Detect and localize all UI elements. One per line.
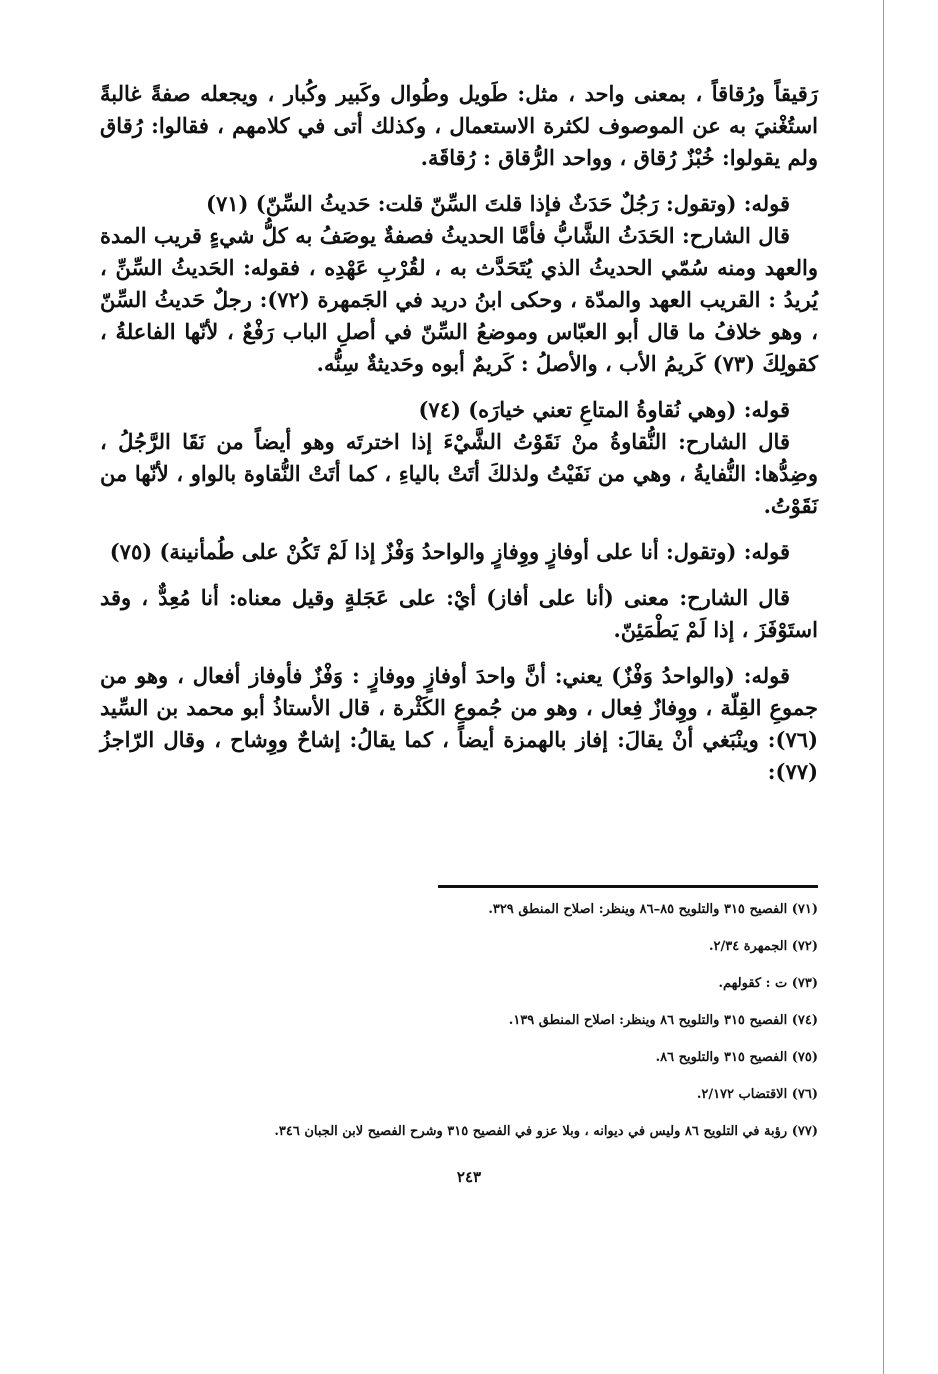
footnote-73: (٧٣) ت : كقولهم. bbox=[718, 976, 818, 991]
paragraph-8: قوله: (والواحدُ وَفْزٌ) يعني: أنَّ واحدَ أوفازٍ ووفازٍ : وَفْزٌ فأوفاز أفعال ، وهو من جموعِ القِلّة ، ووِفازٌ فِعال ، وهو من جُموعِ الكَثْرة ، قال الأستاذُ أبو محمد بن السِّيد (٧٦): وينْبَغي أنْ يقالَ: إفاز بالهمزة أيضاً ، كما يقالُ: إشاحٌ ووِشاح ، وقال الرّاجزُ (٧٧): bbox=[100, 663, 818, 784]
main-text bbox=[100, 78, 818, 788]
footnote-74: (٧٤) الفصيح ٣١٥ والتلويح ٨٦ وينظر: اصلاح المنطق ١٣٩. bbox=[508, 1013, 818, 1028]
footnote-77: (٧٧) رؤبة في التلويح ٨٦ وليس في ديوانه ، وبلا عزو في الفصيح ٣١٥ وشرح الفصيح لابن الجبان ٣٤٦. bbox=[274, 1124, 818, 1139]
footnotes bbox=[100, 900, 818, 1159]
footnote-divider bbox=[438, 885, 818, 888]
footnote-71: (٧١) الفصيح ٣١٥ والتلويح ٨٥–٨٦ وينظر: اصلاح المنطق ٣٢٩. bbox=[488, 902, 818, 917]
footnote-75: (٧٥) الفصيح ٣١٥ والتلويح ٨٦. bbox=[655, 1050, 818, 1065]
paragraph-1: رَقيقاً ورُقاقاً ، بمعنى واحد ، مثل: طَويل وطُوال وكَبير وكُبار ، ويجعله صفةً غالبةً استُغْنيَ به عن الموصوف لكثرة الاستعمال ، وكذلك أتى في كلامهم ، فقالوا: رُقاق ولم يقولوا: خُبْزٌ رُقاق ، وواحد الرُّقاق : رُقاقَة. bbox=[100, 81, 818, 170]
paragraph-3: قال الشارح: الحَدَثُ الشَّابُّ فأمَّا الحديثُ فصفةٌ يوصَفُ به كلُّ شيءٍ قريب المدة والعهد ومنه سُمّي الحديثُ الذي يُتَحَدَّث به ، لقُرْبِ عَهْدِه ، فقوله: الحَديثُ السِّنِّ ، يُريدُ : القريب العهد والمدّة ، وحكى ابنُ دريد في الجَمهرة (٧٢): رجلٌ حَديثُ السِّنّ ، وهو خلافُ ما قال أبو العبّاس وموضعُ السِّنّ في أصلِ الباب رَفْعٌ ، لأنّها الفاعلةُ ، كقولِكَ (٧٣) كَريمُ الأب ، والأصلُ : كَريمٌ أبوه وحَديثةٌ سِنُّه. bbox=[100, 223, 818, 376]
paragraph-6: قوله: (وتقول: أنا على أوفازٍ ووِفازٍ والواحدُ وَفْزٌ إذا لَمْ تَكُنْ على طُمأنينة) (٧٥) bbox=[109, 539, 790, 564]
footnote-76: (٧٦) الاقتضاب ٢/١٧٢. bbox=[696, 1087, 818, 1102]
paragraph-5: قال الشارح: النُّقاوةُ منْ نَقَوْتُ الشَّيْءَ إذا اخترتَه وهو أيضاً من نَقَا الرَّجُلُ ، وضِدُّها: النُّفايةُ ، وهي من نَفَيْتُ ولذلكَ أتَتْ بالياءِ ، كما أتَتْ النُّقاوة بالواو ، لأنّها من نَقَوْتُ. bbox=[100, 429, 818, 518]
paragraph-2: قوله: (وتقول: رَجُلٌ حَدَثٌ فإذا قلتَ السِّنّ قلت: حَديثُ السِّنّ) (٧١) bbox=[206, 191, 790, 216]
page-number: ٢٤٣ bbox=[456, 1168, 482, 1186]
paragraph-7: قال الشارح: معنى (أنا على أفاز) أيْ: على عَجَلةٍ وقيل معناه: أنا مُعِدٌّ ، وقد استَوْفَزَ ، إذا لَمْ يَطْمَئِنّ. bbox=[100, 585, 818, 642]
footnote-72: (٧٢) الجمهرة ٢/٣٤. bbox=[708, 939, 818, 954]
paragraph-4: قوله: (وهي نُقاوةُ المتاعِ تعني خيارَه) (٧٤) bbox=[418, 397, 790, 422]
